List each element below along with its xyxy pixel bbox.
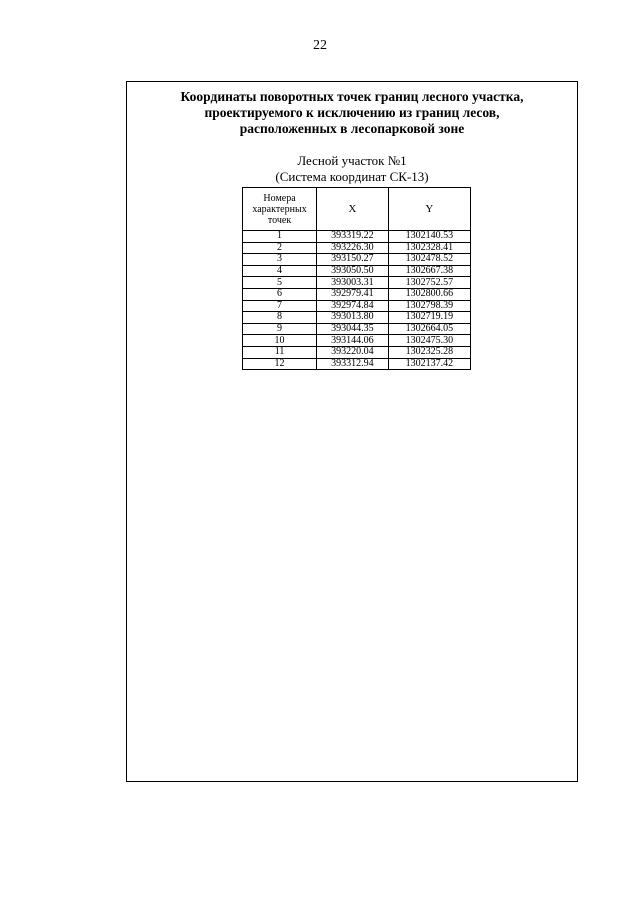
table-body — [243, 231, 471, 370]
plot-name: Лесной участок №1 — [297, 153, 407, 168]
header-point-number: Номера характерных точек — [243, 188, 317, 231]
cell-y: 1302140.53 — [388, 231, 470, 243]
cell-y: 1302752.57 — [388, 277, 470, 289]
document-subtitle — [127, 153, 577, 185]
cell-y: 1302667.38 — [388, 265, 470, 277]
cell-x: 393312.94 — [317, 358, 389, 370]
table-row — [243, 323, 471, 335]
cell-x: 393319.22 — [317, 231, 389, 243]
document-frame — [126, 81, 578, 782]
table-header-row — [243, 188, 471, 231]
cell-x: 393226.30 — [317, 242, 389, 254]
table-row — [243, 265, 471, 277]
cell-y: 1302478.52 — [388, 254, 470, 266]
document-title — [127, 89, 577, 137]
table-row — [243, 242, 471, 254]
table-row — [243, 346, 471, 358]
cell-point-number: 11 — [243, 346, 317, 358]
cell-point-number: 6 — [243, 288, 317, 300]
cell-point-number: 8 — [243, 312, 317, 324]
header-y: Y — [388, 188, 470, 231]
cell-x: 393144.06 — [317, 335, 389, 347]
cell-y: 1302137.42 — [388, 358, 470, 370]
title-line-3: расположенных в лесопарковой зоне — [239, 121, 465, 136]
cell-x: 392979.41 — [317, 288, 389, 300]
cell-x: 393050.50 — [317, 265, 389, 277]
cell-point-number: 5 — [243, 277, 317, 289]
cell-x: 393044.35 — [317, 323, 389, 335]
cell-point-number: 7 — [243, 300, 317, 312]
cell-point-number: 9 — [243, 323, 317, 335]
cell-x: 393150.27 — [317, 254, 389, 266]
title-line-2: проектируемого к исключению из границ лесов, — [204, 105, 500, 120]
coordinate-system: (Система координат СК-13) — [275, 169, 429, 184]
title-line-1: Координаты поворотных точек границ лесного участка, — [180, 89, 524, 104]
cell-y: 1302325.28 — [388, 346, 470, 358]
table-row — [243, 335, 471, 347]
table-row — [243, 288, 471, 300]
cell-x: 392974.84 — [317, 300, 389, 312]
table-row — [243, 277, 471, 289]
page-number: 22 — [313, 38, 327, 53]
cell-point-number: 1 — [243, 231, 317, 243]
table-row — [243, 231, 471, 243]
cell-x: 393220.04 — [317, 346, 389, 358]
cell-point-number: 12 — [243, 358, 317, 370]
header-x: X — [317, 188, 389, 231]
cell-x: 393013.80 — [317, 312, 389, 324]
table-row — [243, 312, 471, 324]
cell-y: 1302328.41 — [388, 242, 470, 254]
table-row — [243, 300, 471, 312]
cell-y: 1302664.05 — [388, 323, 470, 335]
table-row — [243, 358, 471, 370]
cell-point-number: 3 — [243, 254, 317, 266]
cell-y: 1302800.66 — [388, 288, 470, 300]
cell-point-number: 2 — [243, 242, 317, 254]
cell-y: 1302798.39 — [388, 300, 470, 312]
table-row — [243, 254, 471, 266]
cell-point-number: 10 — [243, 335, 317, 347]
cell-y: 1302475.30 — [388, 335, 470, 347]
cell-point-number: 4 — [243, 265, 317, 277]
cell-x: 393003.31 — [317, 277, 389, 289]
cell-y: 1302719.19 — [388, 312, 470, 324]
coordinates-table — [242, 187, 471, 370]
